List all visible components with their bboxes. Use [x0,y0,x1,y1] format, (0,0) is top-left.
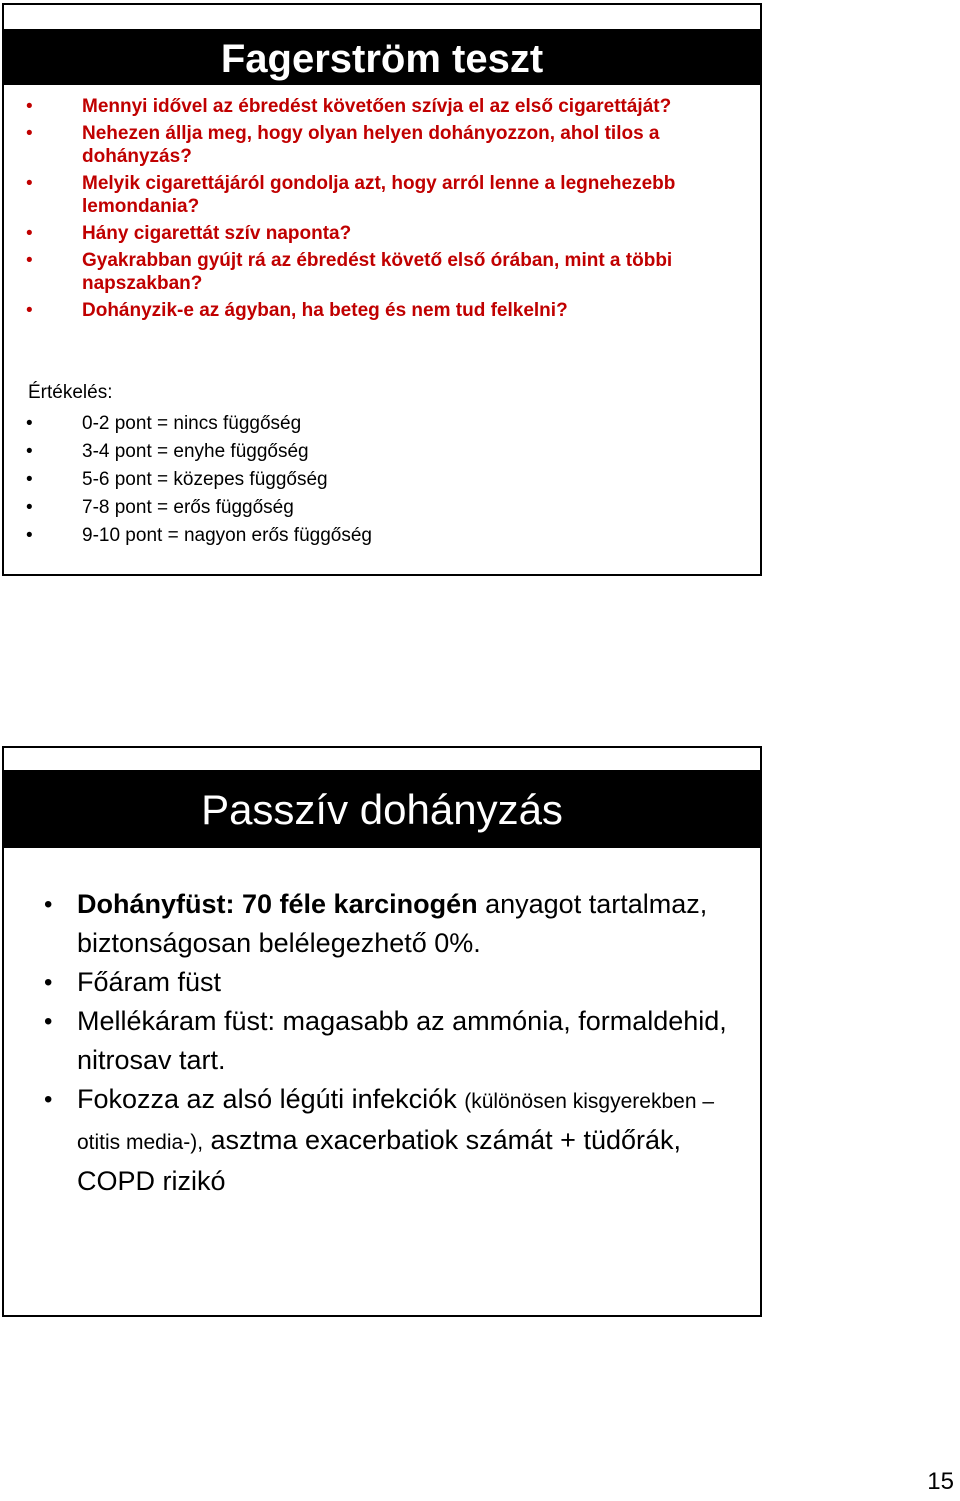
evaluation-text: 3-4 pont = enyhe függőség [82,441,309,462]
question-text: Hány cigarettát szív naponta? [82,223,352,244]
question-text: Nehezen állja meg, hogy olyan helyen dohányozzon, ahol tilos a dohányzás? [82,123,660,167]
bullet-icon: • [26,413,33,434]
evaluation-text: 5-6 pont = közepes függőség [82,469,328,490]
list-item [26,494,746,522]
list-item [26,122,746,168]
bullet-icon: • [44,1086,53,1113]
list-item [26,95,746,118]
bullet-icon: • [26,525,33,546]
slide-title: Fagerström teszt [4,29,760,85]
infection-note-text: (különösen kisgyerekben –otitis media-), [77,1090,715,1154]
bullet-icon: • [26,497,33,518]
question-text: Dohányzik-e az ágyban, ha beteg és nem tud felkelni? [82,300,568,321]
bullet-icon: • [26,469,33,490]
evaluation-text: 0-2 pont = nincs függőség [82,413,302,434]
slide-title: Passzív dohányzás [4,770,760,848]
list-item [26,410,746,438]
list-item [26,522,746,550]
bullet-icon: • [26,223,33,244]
list-item [44,1002,734,1080]
bullet-icon: • [26,250,33,271]
carcinogen-text: Dohányfüst: 70 féle karcinogén [77,889,478,919]
bullet-icon: • [26,300,33,321]
passive-smoking-list [44,885,734,1201]
infection-text: Fokozza az alsó légúti infekciók [77,1084,465,1114]
evaluation-text: 7-8 pont = erős függőség [82,497,294,518]
bullet-icon: • [44,1008,53,1035]
list-item [26,466,746,494]
list-item [26,222,746,245]
sidestream-smoke-text: Mellékáram füst: magasabb az ammónia, formaldehid, nitrosav tart. [77,1006,727,1075]
bullet-icon: • [26,96,33,117]
question-text: Melyik cigarettájáról gondolja azt, hogy arról lenne a legnehezebb lemondania? [82,173,676,217]
evaluation-list [26,410,746,550]
evaluation-heading: Értékelés: [28,382,113,403]
evaluation-text: 9-10 pont = nagyon erős függőség [82,525,372,546]
list-item [44,885,734,963]
list-item [44,1080,734,1201]
bullet-icon: • [26,123,33,144]
mainstream-smoke-text: Főáram füst [77,967,222,997]
list-item [26,438,746,466]
bullet-icon: • [44,891,53,918]
carcinogen-rest-text: anyagot tartalmaz, biztonságosan belélegezhető 0%. [77,889,708,958]
question-text: Mennyi idővel az ébredést követően szívja el az első cigarettáját? [82,96,672,117]
page-number: 15 [927,1468,954,1495]
list-item [26,249,746,295]
question-list [26,95,746,326]
slide-passive-smoking [2,746,762,1317]
bullet-icon: • [26,441,33,462]
list-item [44,963,734,1002]
bullet-icon: • [26,173,33,194]
bullet-icon: • [44,969,53,996]
question-text: Gyakrabban gyújt rá az ébredést követő első órában, mint a többi napszakban? [82,250,673,294]
list-item [26,299,746,322]
slide-fagerstrom [2,3,762,576]
list-item [26,172,746,218]
infection-rest-text: asztma exacerbatiok számát + tüdőrák, COPD rizikó [77,1125,682,1196]
